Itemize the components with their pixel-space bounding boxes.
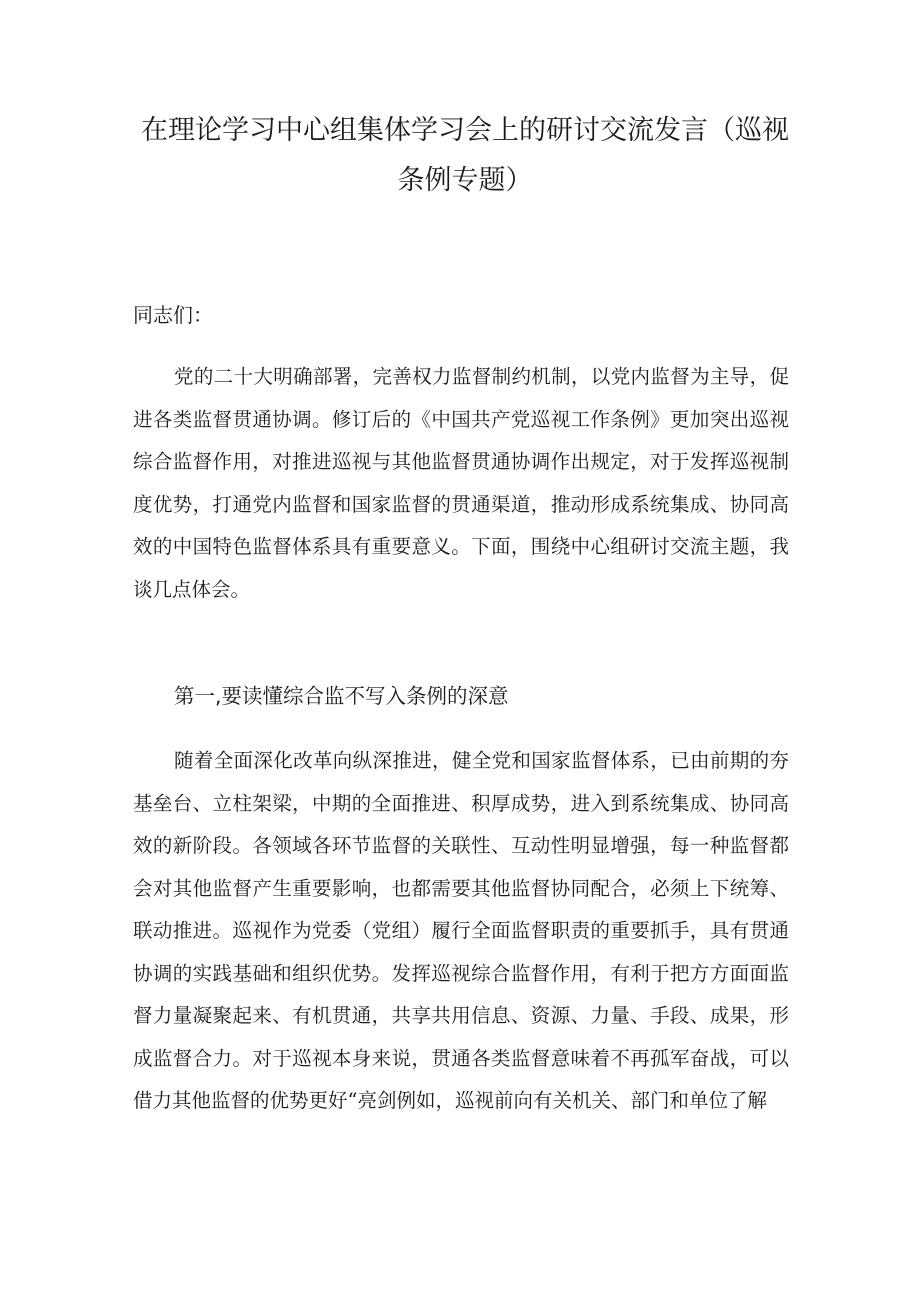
intro-paragraph: 党的二十大明确部署，完善权力监督制约机制，以党内监督为主导，促进各类监督贯通协调。修订后的《中国共产党巡视工作条例》更加突出巡视综合监督作用，对推进巡视与其他监督贯通协调作出规定，对于发挥巡视制度优势，打通党内监督和国家监督的贯通渠道，推动形成系统集成、协同高效的中国特色监督体系具有重要意义。下面，围绕中心组研讨交流主题，我谈几点体会。 (133, 365, 789, 601)
document-title: 在理论学习中心组集体学习会上的研讨交流发言（巡视条例专题） (141, 115, 789, 196)
salutation: 同志们： (133, 303, 213, 327)
section-heading: 第一,要读懂综合监不写入条例的深意 (174, 684, 509, 708)
section-paragraph: 随着全面深化改革向纵深推进，健全党和国家监督体系，已由前期的夯基垒台、立柱架梁，中期的全面推进、积厚成势，进入到系统集成、协同高效的新阶段。各领域各环节监督的关联性、互动性明显增强，每一种监督都会对其他监督产生重要影响，也都需要其他监督协同配合，必须上下统筹、联动推进。巡视作为党委（党组）履行全面监督职责的重要抓手，具有贯通协调的实践基础和组织优势。发挥巡视综合监督作用，有利于把方方面面监督力量凝聚起来、有机贯通，共享共用信息、资源、力量、手段、成果，形成监督合力。对于巡视本身来说，贯通各类监督意味着不再孤军奋战，可以借力其他监督的优势更好“亮剑例如，巡视前向有关机关、部门和单位了解 (133, 749, 789, 1112)
